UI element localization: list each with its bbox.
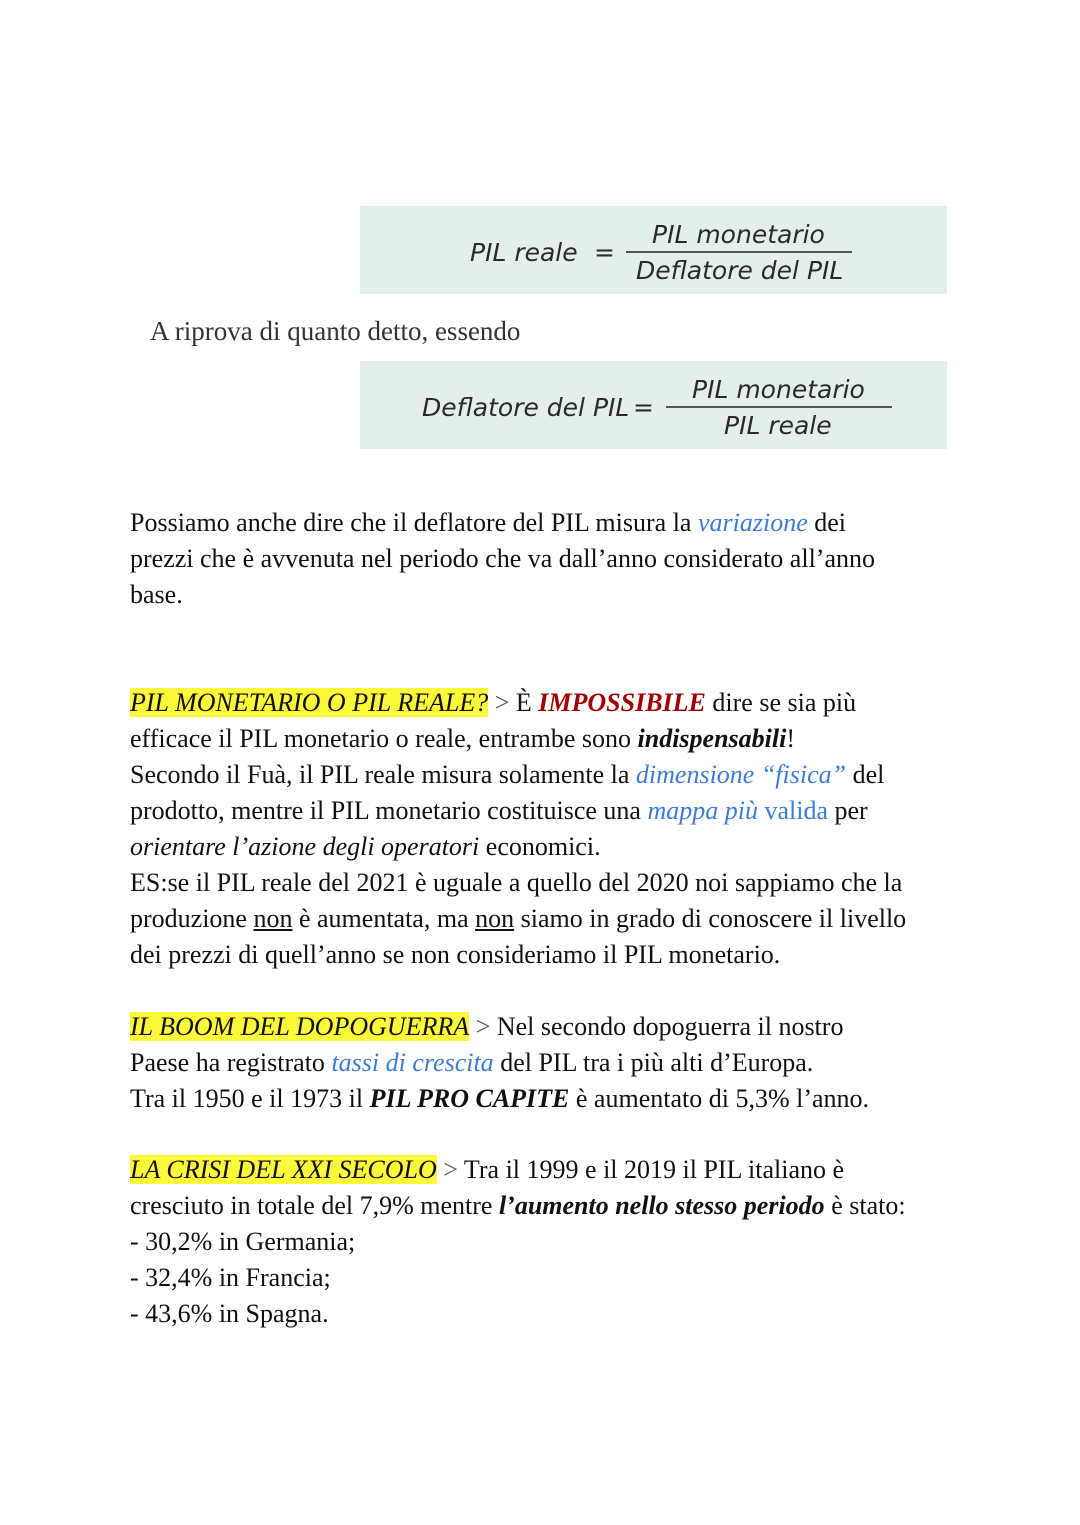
formula-real-gdp xyxy=(360,206,947,294)
list-item: - 32,4% in Francia; xyxy=(130,1263,331,1292)
text-line: IL BOOM DEL DOPOGUERRA > Nel secondo dopoguerra il nostro xyxy=(130,1012,844,1041)
keyword: l’aumento nello stesso periodo xyxy=(498,1191,825,1220)
text-line: ES:se il PIL reale del 2021 è uguale a quello del 2020 noi sappiamo che la xyxy=(130,868,903,897)
formula-lhs: Deflatore del PIL xyxy=(422,393,630,422)
text-line: prezzi che è avvenuta nel periodo che va dall’anno considerato all’anno xyxy=(130,544,875,573)
keyword: mappa più xyxy=(647,796,758,825)
formula-numerator: PIL monetario xyxy=(692,375,865,404)
section-boom-dopoguerra xyxy=(130,1009,960,1117)
keyword: orientare l’azione degli operatori xyxy=(130,832,480,861)
text-line: Tra il 1950 e il 1973 il PIL PRO CAPITE è aumentato di 5,3% l’anno. xyxy=(130,1084,870,1113)
intro-text: A riprova di quanto detto, essendo xyxy=(150,316,521,346)
formula-equals: = xyxy=(594,238,615,267)
text-line: orientare l’azione degli operatori economici. xyxy=(130,832,601,861)
formula-lhs: PIL reale xyxy=(470,238,578,267)
section-heading: PIL MONETARIO O PIL REALE? xyxy=(130,688,489,717)
keyword: PIL PRO CAPITE xyxy=(369,1084,570,1113)
text-line: Secondo il Fuà, il PIL reale misura solamente la dimensione “fisica” del xyxy=(130,760,885,789)
fraction-bar xyxy=(626,251,852,253)
text-line: efficace il PIL monetario o reale, entrambe sono indispensabili! xyxy=(130,724,796,753)
text-line: dei prezzi di quell’anno se non consideriamo il PIL monetario. xyxy=(130,940,781,969)
list-item: - 30,2% in Germania; xyxy=(130,1227,356,1256)
text-line: prodotto, mentre il PIL monetario costituisce una mappa più valida per xyxy=(130,796,868,825)
text-line: PIL MONETARIO O PIL REALE? > È IMPOSSIBILE dire se sia più xyxy=(130,688,857,717)
formula-denominator: PIL reale xyxy=(724,411,832,440)
keyword: variazione xyxy=(697,508,808,537)
text-line: base. xyxy=(130,580,183,609)
formula-denominator: Deflatore del PIL xyxy=(636,256,844,285)
text-line: produzione non è aumentata, ma non siamo in grado di conoscere il livello xyxy=(130,904,907,933)
formula-equals: = xyxy=(633,393,654,422)
list-item: - 43,6% in Spagna. xyxy=(130,1299,329,1328)
keyword: tassi di crescita xyxy=(331,1048,494,1077)
text-line: Paese ha registrato tassi di crescita del PIL tra i più alti d’Europa. xyxy=(130,1048,814,1077)
text-line: cresciuto in totale del 7,9% mentre l’aumento nello stesso periodo è stato: xyxy=(130,1191,906,1220)
section-heading: IL BOOM DEL DOPOGUERRA xyxy=(130,1012,470,1041)
keyword: IMPOSSIBILE xyxy=(538,688,706,717)
formula-numerator: PIL monetario xyxy=(652,220,825,249)
keyword: indispensabili xyxy=(637,724,787,753)
section-pil-monetario-reale xyxy=(130,685,960,973)
text-line: Possiamo anche dire che il deflatore del PIL misura la variazione dei xyxy=(130,508,846,537)
keyword: dimensione “fisica” xyxy=(635,760,847,789)
keyword: valida xyxy=(757,796,829,825)
formula-gdp-deflator xyxy=(360,361,947,449)
section-crisi-xxi-secolo xyxy=(130,1152,960,1332)
fraction-bar xyxy=(666,406,892,408)
section-heading: LA CRISI DEL XXI SECOLO xyxy=(130,1155,437,1184)
text-line: LA CRISI DEL XXI SECOLO > Tra il 1999 e il 2019 il PIL italiano è xyxy=(130,1155,845,1184)
paragraph-deflator xyxy=(130,505,960,613)
